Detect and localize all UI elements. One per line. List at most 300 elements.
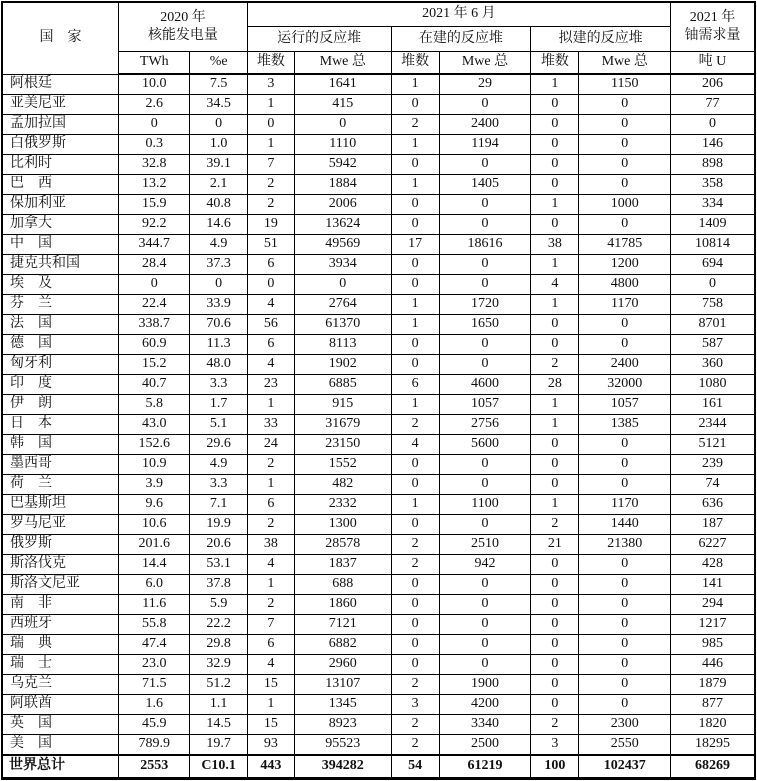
data-cell: 4 <box>247 555 294 575</box>
data-cell: 55.8 <box>119 615 190 635</box>
data-cell: 1552 <box>295 455 392 475</box>
table-row <box>2 375 755 395</box>
data-cell: 7.1 <box>190 495 247 515</box>
table-row <box>2 535 755 555</box>
header-under-construction-reactors: 在建的反应堆 <box>391 27 531 52</box>
data-cell: 28.4 <box>119 255 190 275</box>
data-cell: 32.8 <box>119 155 190 175</box>
table-row <box>2 115 755 135</box>
data-cell: 0 <box>579 635 671 655</box>
data-cell: 0 <box>391 575 439 595</box>
data-cell: 11.6 <box>119 595 190 615</box>
table-row <box>2 515 755 535</box>
data-cell: 2332 <box>295 495 392 515</box>
data-cell: 18295 <box>670 735 755 756</box>
data-cell: 6 <box>247 335 294 355</box>
data-cell: 1 <box>531 415 579 435</box>
data-cell: 0 <box>391 335 439 355</box>
data-cell: 3934 <box>295 255 392 275</box>
country-cell: 伊 朗 <box>2 395 119 415</box>
data-cell: 0.3 <box>119 135 190 155</box>
table-row <box>2 235 755 255</box>
data-cell: 1900 <box>439 675 530 695</box>
country-cell: 罗马尼亚 <box>2 515 119 535</box>
data-cell: 70.6 <box>190 315 247 335</box>
data-cell: 93 <box>247 735 294 756</box>
data-cell: 10.9 <box>119 455 190 475</box>
data-cell: 1902 <box>295 355 392 375</box>
data-cell: 29 <box>439 74 530 95</box>
data-cell: 2 <box>531 515 579 535</box>
table-row <box>2 675 755 695</box>
table-row <box>2 415 755 435</box>
data-cell: 0 <box>579 575 671 595</box>
data-cell: 0 <box>579 335 671 355</box>
data-cell: 428 <box>670 555 755 575</box>
data-cell: 2 <box>391 735 439 756</box>
header-2020-generation-line1: 2020 年 <box>160 9 206 25</box>
data-cell: 0 <box>579 455 671 475</box>
country-cell: 瑞 士 <box>2 655 119 675</box>
data-cell: 1 <box>391 74 439 95</box>
data-cell: 2 <box>247 175 294 195</box>
data-cell: 32.9 <box>190 655 247 675</box>
data-cell: 0 <box>439 155 530 175</box>
data-cell: 985 <box>670 635 755 655</box>
data-cell: 18616 <box>439 235 530 255</box>
data-cell: 29.6 <box>190 435 247 455</box>
data-cell: 0 <box>391 455 439 475</box>
data-cell: 6 <box>247 635 294 655</box>
data-cell: 0 <box>439 575 530 595</box>
data-cell: 0 <box>439 215 530 235</box>
data-cell: 0 <box>670 115 755 135</box>
data-cell: 0 <box>531 115 579 135</box>
data-cell: 7.5 <box>190 74 247 95</box>
data-cell: 0 <box>531 135 579 155</box>
data-cell: 0 <box>391 155 439 175</box>
data-cell: 3.3 <box>190 375 247 395</box>
data-cell: 2 <box>391 555 439 575</box>
data-cell: 0 <box>531 435 579 455</box>
data-cell: 77 <box>670 95 755 115</box>
data-cell: 2 <box>391 675 439 695</box>
data-cell: 152.6 <box>119 435 190 455</box>
data-cell: 74 <box>670 475 755 495</box>
country-cell: 乌克兰 <box>2 675 119 695</box>
data-cell: 22.4 <box>119 295 190 315</box>
data-cell: 1 <box>391 315 439 335</box>
data-cell: 2553 <box>119 755 190 779</box>
data-cell: 1150 <box>579 74 671 95</box>
data-cell: 5942 <box>295 155 392 175</box>
data-cell: 7 <box>247 155 294 175</box>
table-body <box>2 74 755 779</box>
data-cell: 68269 <box>670 755 755 779</box>
data-cell: 0 <box>579 675 671 695</box>
data-cell: 2960 <box>295 655 392 675</box>
data-cell: 1 <box>247 95 294 115</box>
data-cell: 48.0 <box>190 355 247 375</box>
data-cell: 688 <box>295 575 392 595</box>
country-cell: 日 本 <box>2 415 119 435</box>
header-unit-twh: TWh <box>119 52 190 75</box>
data-cell: 0 <box>531 95 579 115</box>
country-cell: 亚美尼亚 <box>2 95 119 115</box>
country-cell: 阿根廷 <box>2 74 119 95</box>
data-cell: 161 <box>670 395 755 415</box>
data-cell: 0 <box>439 655 530 675</box>
data-cell: 0 <box>439 355 530 375</box>
data-cell: 33.9 <box>190 295 247 315</box>
data-cell: 0 <box>579 555 671 575</box>
table-row <box>2 455 755 475</box>
data-cell: 0 <box>579 435 671 455</box>
data-cell: 38 <box>531 235 579 255</box>
data-cell: 3 <box>531 735 579 756</box>
country-cell: 瑞 典 <box>2 635 119 655</box>
data-cell: 1170 <box>579 495 671 515</box>
data-cell: 201.6 <box>119 535 190 555</box>
data-cell: 1 <box>391 135 439 155</box>
data-cell: 4600 <box>439 375 530 395</box>
data-cell: 0 <box>579 95 671 115</box>
data-cell: 10814 <box>670 235 755 255</box>
data-cell: 5121 <box>670 435 755 455</box>
data-cell: 1 <box>247 395 294 415</box>
country-cell: 中 国 <box>2 235 119 255</box>
header-operating-reactors: 运行的反应堆 <box>247 27 391 52</box>
data-cell: 71.5 <box>119 675 190 695</box>
data-cell: 2 <box>391 535 439 555</box>
header-2021-uranium-line1: 2021 年 <box>689 9 736 25</box>
data-cell: 4800 <box>579 275 671 295</box>
country-cell: 孟加拉国 <box>2 115 119 135</box>
data-cell: 0 <box>579 315 671 335</box>
data-cell: 41785 <box>579 235 671 255</box>
data-cell: 0 <box>579 155 671 175</box>
data-cell: 6 <box>247 255 294 275</box>
data-cell: 1409 <box>670 215 755 235</box>
data-cell: 1057 <box>579 395 671 415</box>
data-cell: 2344 <box>670 415 755 435</box>
data-cell: 9.6 <box>119 495 190 515</box>
data-cell: 239 <box>670 455 755 475</box>
data-cell: 0 <box>579 595 671 615</box>
header-unit-mwe-total: Mwe 总 <box>295 52 392 75</box>
table-row <box>2 395 755 415</box>
table-row <box>2 135 755 155</box>
data-cell: 0 <box>439 195 530 215</box>
country-cell: 加拿大 <box>2 215 119 235</box>
data-cell: 1650 <box>439 315 530 335</box>
data-cell: 0 <box>531 455 579 475</box>
table-row <box>2 435 755 455</box>
country-cell: 埃 及 <box>2 275 119 295</box>
data-cell: 0 <box>391 275 439 295</box>
data-cell: 0 <box>391 195 439 215</box>
data-cell: 24 <box>247 435 294 455</box>
data-cell: 61370 <box>295 315 392 335</box>
data-cell: 2550 <box>579 735 671 756</box>
country-cell: 英 国 <box>2 715 119 735</box>
data-cell: 100 <box>531 755 579 779</box>
country-cell: 阿联酋 <box>2 695 119 715</box>
data-cell: 4200 <box>439 695 530 715</box>
country-cell: 保加利亚 <box>2 195 119 215</box>
data-cell: 1385 <box>579 415 671 435</box>
table-row <box>2 655 755 675</box>
country-cell: 西班牙 <box>2 615 119 635</box>
data-cell: 0 <box>531 215 579 235</box>
data-cell: 0 <box>439 515 530 535</box>
data-cell: 40.8 <box>190 195 247 215</box>
data-cell: 61219 <box>439 755 530 779</box>
country-cell: 白俄罗斯 <box>2 135 119 155</box>
data-cell: 1057 <box>439 395 530 415</box>
table-header <box>2 2 755 74</box>
data-cell: 1720 <box>439 295 530 315</box>
data-cell: 1837 <box>295 555 392 575</box>
data-cell: 21 <box>531 535 579 555</box>
data-cell: 14.5 <box>190 715 247 735</box>
data-cell: 21380 <box>579 535 671 555</box>
data-cell: 758 <box>670 295 755 315</box>
data-cell: 0 <box>670 275 755 295</box>
data-cell: 19 <box>247 215 294 235</box>
data-cell: 415 <box>295 95 392 115</box>
data-cell: 28578 <box>295 535 392 555</box>
data-cell: 2510 <box>439 535 530 555</box>
data-cell: 3.9 <box>119 475 190 495</box>
data-cell: 0 <box>531 335 579 355</box>
data-cell: 37.8 <box>190 575 247 595</box>
world-total-row <box>2 755 755 779</box>
data-cell: 15.9 <box>119 195 190 215</box>
data-cell: 1 <box>531 255 579 275</box>
data-cell: 13.2 <box>119 175 190 195</box>
data-cell: 4 <box>247 295 294 315</box>
data-cell: 2006 <box>295 195 392 215</box>
data-cell: 446 <box>670 655 755 675</box>
data-cell: 4.9 <box>190 455 247 475</box>
data-cell: 0 <box>579 655 671 675</box>
header-planned-reactors: 拟建的反应堆 <box>531 27 671 52</box>
country-cell: 匈牙利 <box>2 355 119 375</box>
data-cell: 443 <box>247 755 294 779</box>
data-cell: 0 <box>391 255 439 275</box>
data-cell: 23150 <box>295 435 392 455</box>
data-cell: 1100 <box>439 495 530 515</box>
data-cell: 587 <box>670 335 755 355</box>
data-cell: 0 <box>439 595 530 615</box>
data-cell: 1200 <box>579 255 671 275</box>
table-row <box>2 95 755 115</box>
data-cell: 334 <box>670 195 755 215</box>
data-cell: 13624 <box>295 215 392 235</box>
data-cell: 1 <box>531 295 579 315</box>
data-cell: 1170 <box>579 295 671 315</box>
data-cell: 2764 <box>295 295 392 315</box>
data-cell: 0 <box>439 475 530 495</box>
data-cell: 0 <box>119 275 190 295</box>
table-row <box>2 695 755 715</box>
data-cell: 34.5 <box>190 95 247 115</box>
header-unit-reactor-count: 堆数 <box>531 52 579 75</box>
data-cell: 338.7 <box>119 315 190 335</box>
data-cell: 10.6 <box>119 515 190 535</box>
header-country: 国 家 <box>2 2 119 74</box>
country-cell: 捷克共和国 <box>2 255 119 275</box>
header-unit-tonnes-u: 吨 U <box>670 52 755 75</box>
data-cell: 5.9 <box>190 595 247 615</box>
table-row <box>2 195 755 215</box>
country-cell: 比利时 <box>2 155 119 175</box>
data-cell: 0 <box>531 315 579 335</box>
data-cell: 187 <box>670 515 755 535</box>
table-row <box>2 635 755 655</box>
data-cell: 1 <box>247 575 294 595</box>
data-cell: 19.7 <box>190 735 247 756</box>
country-cell: 荷 兰 <box>2 475 119 495</box>
table-row <box>2 595 755 615</box>
data-cell: 43.0 <box>119 415 190 435</box>
data-cell: 1 <box>247 135 294 155</box>
data-cell: 1194 <box>439 135 530 155</box>
data-cell: 14.4 <box>119 555 190 575</box>
header-unit-reactor-count: 堆数 <box>391 52 439 75</box>
data-cell: 942 <box>439 555 530 575</box>
data-cell: 0 <box>531 695 579 715</box>
data-cell: C10.1 <box>190 755 247 779</box>
data-cell: 6227 <box>670 535 755 555</box>
data-cell: 789.9 <box>119 735 190 756</box>
data-cell: 0 <box>579 215 671 235</box>
data-cell: 3340 <box>439 715 530 735</box>
data-cell: 7 <box>247 615 294 635</box>
data-cell: 0 <box>391 595 439 615</box>
data-cell: 3 <box>247 74 294 95</box>
data-cell: 2400 <box>439 115 530 135</box>
data-cell: 31679 <box>295 415 392 435</box>
data-cell: 0 <box>579 175 671 195</box>
nuclear-power-table <box>1 1 756 780</box>
data-cell: 15 <box>247 675 294 695</box>
table-row <box>2 555 755 575</box>
country-cell: 俄罗斯 <box>2 535 119 555</box>
data-cell: 54 <box>391 755 439 779</box>
data-cell: 40.7 <box>119 375 190 395</box>
data-cell: 1 <box>391 495 439 515</box>
data-cell: 102437 <box>579 755 671 779</box>
data-cell: 2400 <box>579 355 671 375</box>
data-cell: 0 <box>579 135 671 155</box>
data-cell: 898 <box>670 155 755 175</box>
data-cell: 0 <box>391 615 439 635</box>
data-cell: 1440 <box>579 515 671 535</box>
data-cell: 53.1 <box>190 555 247 575</box>
data-cell: 1641 <box>295 74 392 95</box>
data-cell: 4 <box>531 275 579 295</box>
data-cell: 0 <box>439 615 530 635</box>
table-row <box>2 155 755 175</box>
data-cell: 11.3 <box>190 335 247 355</box>
table-row <box>2 275 755 295</box>
data-cell: 2.6 <box>119 95 190 115</box>
data-cell: 4 <box>247 355 294 375</box>
data-cell: 344.7 <box>119 235 190 255</box>
data-cell: 0 <box>439 335 530 355</box>
country-cell: 斯洛伐克 <box>2 555 119 575</box>
table-row <box>2 255 755 275</box>
data-cell: 20.6 <box>190 535 247 555</box>
data-cell: 0 <box>531 595 579 615</box>
country-cell: 墨西哥 <box>2 455 119 475</box>
table-row <box>2 475 755 495</box>
header-2021-uranium-line2: 铀需求量 <box>684 28 741 43</box>
data-cell: 2500 <box>439 735 530 756</box>
data-cell: 23 <box>247 375 294 395</box>
country-cell: 法 国 <box>2 315 119 335</box>
data-cell: 2 <box>247 595 294 615</box>
data-cell: 0 <box>391 355 439 375</box>
data-cell: 37.3 <box>190 255 247 275</box>
data-cell: 0 <box>190 115 247 135</box>
data-cell: 38 <box>247 535 294 555</box>
data-cell: 0 <box>531 575 579 595</box>
data-cell: 1 <box>247 695 294 715</box>
data-cell: 7121 <box>295 615 392 635</box>
data-cell: 0 <box>439 255 530 275</box>
table-row <box>2 175 755 195</box>
data-cell: 6885 <box>295 375 392 395</box>
country-cell: 巴 西 <box>2 175 119 195</box>
data-cell: 877 <box>670 695 755 715</box>
data-cell: 1820 <box>670 715 755 735</box>
data-cell: 915 <box>295 395 392 415</box>
data-cell: 294 <box>670 595 755 615</box>
data-cell: 0 <box>439 275 530 295</box>
data-cell: 2.1 <box>190 175 247 195</box>
data-cell: 141 <box>670 575 755 595</box>
data-cell: 19.9 <box>190 515 247 535</box>
data-cell: 0 <box>439 455 530 475</box>
data-cell: 1080 <box>670 375 755 395</box>
table-row <box>2 575 755 595</box>
data-cell: 39.1 <box>190 155 247 175</box>
data-cell: 95523 <box>295 735 392 756</box>
data-cell: 0 <box>391 655 439 675</box>
data-cell: 14.6 <box>190 215 247 235</box>
country-cell: 南 非 <box>2 595 119 615</box>
data-cell: 0 <box>439 635 530 655</box>
header-unit-mwe-total: Mwe 总 <box>439 52 530 75</box>
country-cell: 印 度 <box>2 375 119 395</box>
table-row <box>2 715 755 735</box>
data-cell: 1 <box>531 395 579 415</box>
data-cell: 1 <box>247 475 294 495</box>
data-cell: 3.3 <box>190 475 247 495</box>
data-cell: 6 <box>391 375 439 395</box>
data-cell: 51 <box>247 235 294 255</box>
data-cell: 6.0 <box>119 575 190 595</box>
data-cell: 0 <box>579 615 671 635</box>
data-cell: 1.0 <box>190 135 247 155</box>
table-row <box>2 335 755 355</box>
data-cell: 146 <box>670 135 755 155</box>
data-cell: 5600 <box>439 435 530 455</box>
data-cell: 51.2 <box>190 675 247 695</box>
